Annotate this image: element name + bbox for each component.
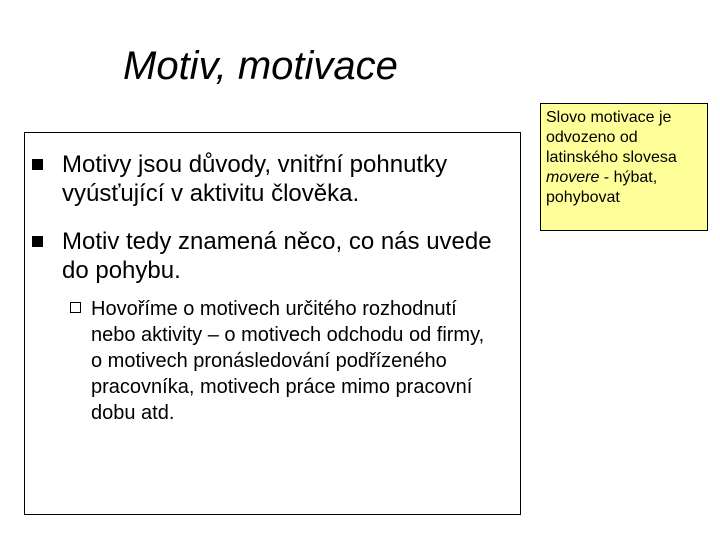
note-text-end: - hýbat, pohybovat — [546, 169, 658, 206]
hollow-square-bullet-icon — [70, 302, 81, 313]
bullet-text: Motivy jsou důvody, vnitřní pohnutky vyúsťující v aktivitu člověka. — [62, 151, 448, 207]
sub-bullet-item — [69, 296, 499, 426]
sub-bullet-text: Hovoříme o motivech určitého rozhodnutí nebo aktivity – o motivech odchodu od firmy, o motivech pronásledování podřízeného pracovníka, motivech práce mimo pracovní dobu atd. — [91, 298, 485, 424]
square-bullet-icon — [32, 236, 43, 247]
bullet-item — [35, 227, 495, 285]
note-callout — [540, 103, 708, 231]
note-text: Slovo motivace je odvozeno od latinského slovesa — [546, 109, 677, 166]
bullet-text: Motiv tedy znamená něco, co nás uvede do pohybu. — [62, 228, 492, 284]
slide-title: Motiv, motivace — [123, 44, 398, 88]
square-bullet-icon — [32, 159, 43, 170]
bullet-item — [35, 150, 495, 208]
note-emphasis: movere — [546, 169, 600, 186]
